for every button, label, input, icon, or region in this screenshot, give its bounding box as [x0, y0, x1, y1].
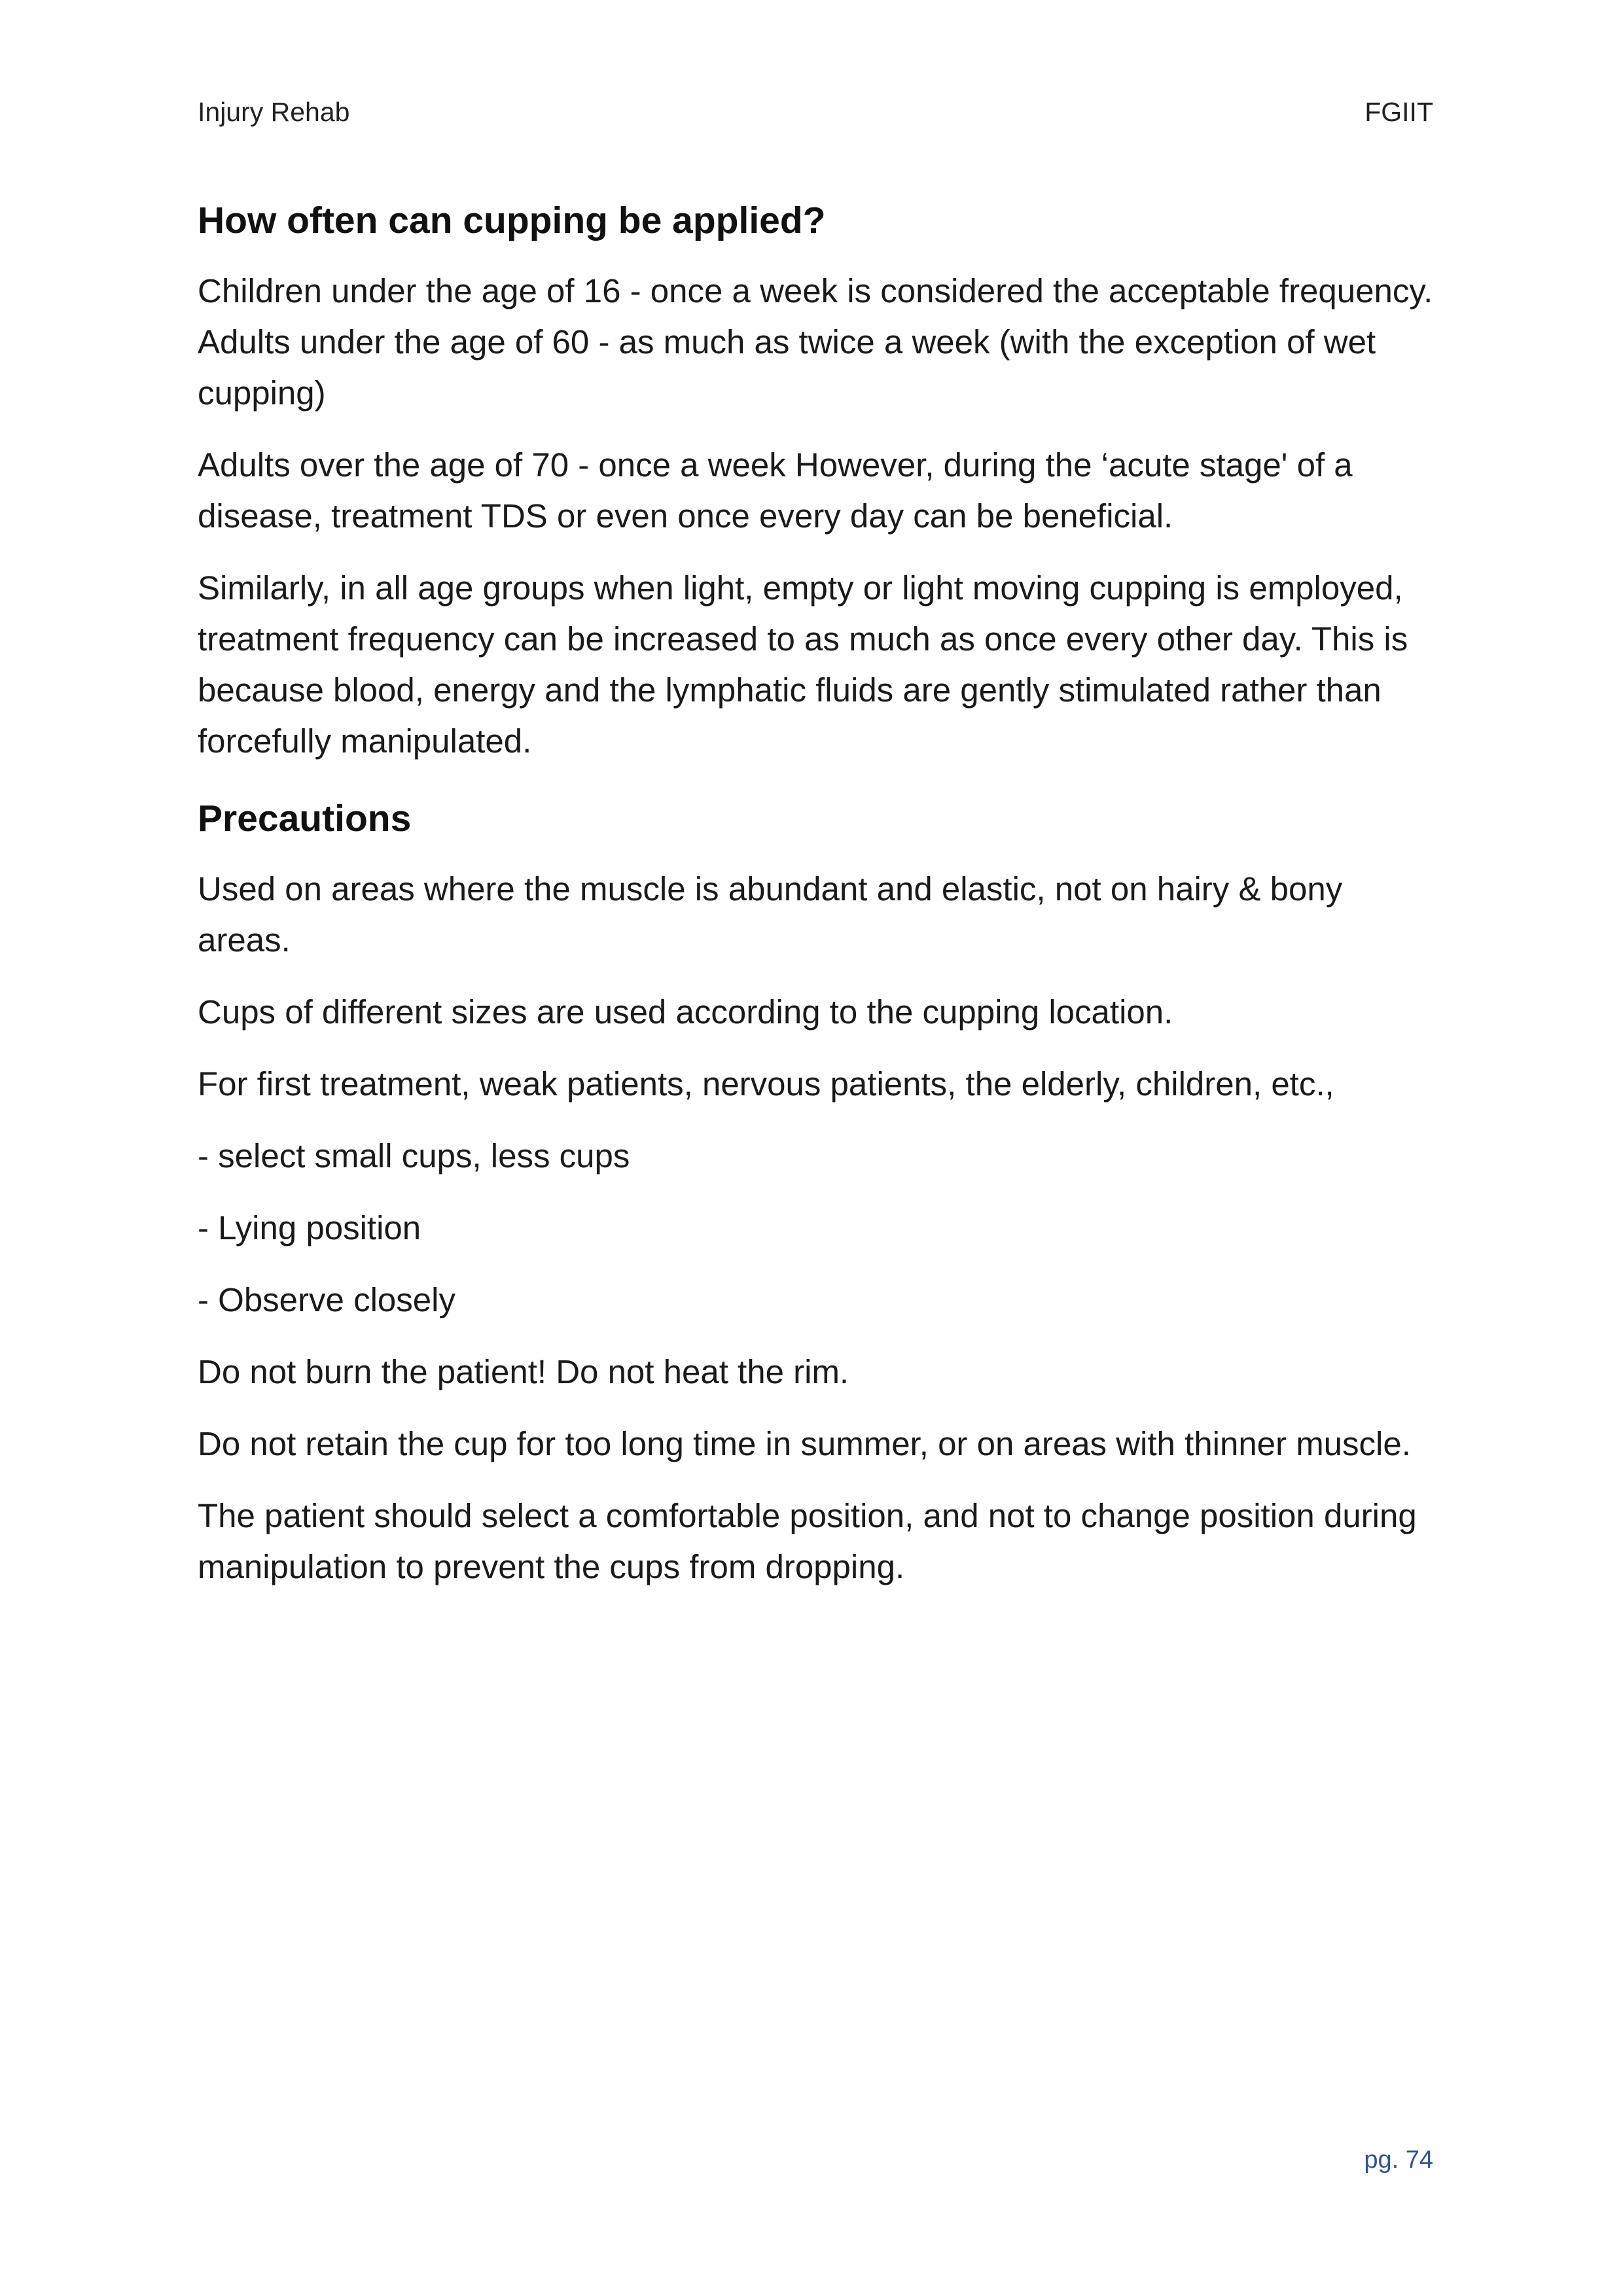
list-item: - select small cups, less cups	[198, 1137, 630, 1175]
paragraph: Cups of different sizes are used according to the cupping location.	[198, 993, 1173, 1031]
page-number: pg. 74	[1364, 2146, 1433, 2174]
paragraph: Adults over the age of 70 - once a week However, during the ‘acute stage' of a disease, treatment TDS or even once every day can be beneficial.	[198, 446, 1353, 535]
paragraph: Do not burn the patient! Do not heat the rim.	[198, 1353, 849, 1391]
header-right-title: FGIIT	[1364, 97, 1433, 127]
paragraph: Similarly, in all age groups when light, empty or light moving cupping is employed, treatment frequency can be increased to as much as once every other day. This is because blood, energy and the lymphatic fluids are gently stimulated rather than forcefully manipulated.	[198, 569, 1408, 760]
list-item: - Observe closely	[198, 1281, 455, 1319]
page-header	[198, 97, 1433, 136]
section-heading-frequency: How often can cupping be applied?	[198, 200, 826, 241]
paragraph: Used on areas where the muscle is abundant and elastic, not on hairy & bony areas.	[198, 870, 1343, 959]
section-heading-precautions: Precautions	[198, 798, 412, 840]
paragraph: For first treatment, weak patients, nervous patients, the elderly, children, etc.,	[198, 1065, 1334, 1103]
paragraph: Children under the age of 16 - once a week is considered the acceptable frequency. Adults under the age of 60 - as much as twice a week (with the exception of wet cupping)	[198, 272, 1433, 412]
document-body	[198, 196, 1441, 1614]
paragraph: The patient should select a comfortable position, and not to change position during manipulation to prevent the cups from dropping.	[198, 1497, 1417, 1586]
paragraph: Do not retain the cup for too long time in summer, or on areas with thinner muscle.	[198, 1425, 1411, 1463]
header-left-title: Injury Rehab	[198, 97, 350, 127]
list-item: - Lying position	[198, 1209, 421, 1247]
